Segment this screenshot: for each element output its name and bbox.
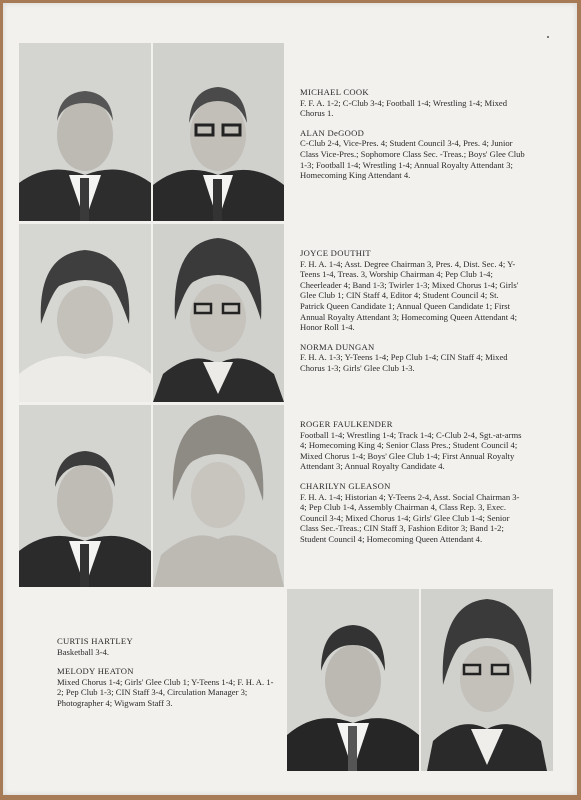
portrait-photo-melody-heaton — [421, 589, 553, 771]
bio-entry-roger-faulkender — [300, 419, 522, 472]
student-name: MELODY HEATON — [57, 666, 134, 677]
student-activities: C-Club 2-4, Vice-Pres. 4; Student Council 3-4, Pres. 4; Junior Class Vice-Pres.; Sophomore Class Sec. -Treas.; Boys' Glee Club 1-3; Football 1-4; Wrestling 1-4; Annual Royalty Attendant 3; Homecoming King Attendant 4. — [300, 138, 525, 181]
portrait-photo-joyce-douthit — [19, 224, 151, 402]
portrait-photo-curtis-hartley — [287, 589, 419, 771]
student-activities: Basketball 3-4. — [57, 646, 110, 657]
student-activities: F. H. A. 1-4; Asst. Degree Chairman 3, Pres. 4, Dist. Sec. 4; Y-Teens 1-4, Treas. 3, Worship Chairman 4; Pep Club 1-4; Cheerleader 4; Band 1-3; Twirler 1-3; Mixed Chorus 1-4; Girls' Glee Club 1; CIN Staff 4, Editor 4; Student Council 4; St. Patrick Queen Candidate 1; Annual Queen Candidate 1; First Annual Royalty Attendant 3; Homecoming Queen Attendant 4; Honor Roll 1-4. — [300, 258, 519, 333]
student-activities: F. F. A. 1-2; C-Club 3-4; Football 1-4; Wrestling 1-4; Mixed Chorus 1. — [300, 97, 507, 119]
student-name: CHARILYN GLEASON — [300, 480, 391, 491]
portrait-photo-alan-degood — [153, 43, 284, 221]
student-name: ALAN DeGOOD — [300, 127, 365, 138]
student-name: JOYCE DOUTHIT — [300, 248, 371, 258]
bio-entry-joyce-douthit — [300, 248, 522, 333]
student-name: MICHAEL COOK — [300, 87, 369, 97]
yearbook-page — [3, 3, 577, 795]
student-name: ROGER FAULKENDER — [300, 419, 393, 429]
bio-entry-melody-heaton — [57, 666, 279, 708]
portrait-photo-norma-dungan — [153, 224, 284, 402]
portrait-photo-roger-faulkender — [19, 405, 151, 587]
student-activities: Mixed Chorus 1-4; Girls' Glee Club 1; Y-Teens 1-4; F. H. A. 1-2; Pep Club 1-3; CIN Staff 3-4, Circulation Manager 3; Photographer 4; Wigwam Staff 3. — [57, 676, 274, 708]
bio-entry-curtis-hartley — [57, 636, 279, 657]
student-name: CURTIS HARTLEY — [57, 636, 133, 646]
student-activities: Football 1-4; Wrestling 1-4; Track 1-4; C-Club 2-4, Sgt.-at-arms 4; Homecoming King 4; Senior Class Pres.; Student Council 4; Mixed Chorus 1-4; Boys' Glee Club 1-4; First Annual Royalty Attendant 3; Annual Royalty Candidate 4. — [300, 429, 522, 472]
bio-entry-norma-dungan — [300, 342, 522, 374]
bio-entry-alan-degood — [300, 128, 525, 181]
student-activities: F. H. A. 1-3; Y-Teens 1-4; Pep Club 1-4; CIN Staff 4; Mixed Chorus 1-3; Girls' Glee Club 1-3. — [300, 352, 508, 373]
bio-group-3 — [300, 419, 522, 554]
student-name: NORMA DUNGAN — [300, 341, 375, 352]
page-speck — [547, 36, 549, 38]
student-activities: F. H. A. 1-4; Historian 4; Y-Teens 2-4, Asst. Social Chairman 3-4; Pep Club 1-4, Assembly Chairman 4, Class Rep. 3, Exec. Council 3-4; Mixed Chorus 1-4; Girls' Glee Club 1-4; Senior Class Sec.-Treas.; CIN Staff 3, Fashion Editor 3; Band 1-2; Student Council 4; Homecoming Queen Attendant 4. — [300, 491, 520, 544]
bio-group-2 — [300, 248, 522, 383]
bio-group-1 — [300, 87, 525, 190]
portrait-photo-charilyn-gleason — [153, 405, 284, 587]
portrait-photo-michael-cook — [19, 43, 151, 221]
bio-entry-michael-cook — [300, 87, 525, 119]
bio-group-4 — [57, 636, 279, 718]
bio-entry-charilyn-gleason — [300, 481, 522, 545]
